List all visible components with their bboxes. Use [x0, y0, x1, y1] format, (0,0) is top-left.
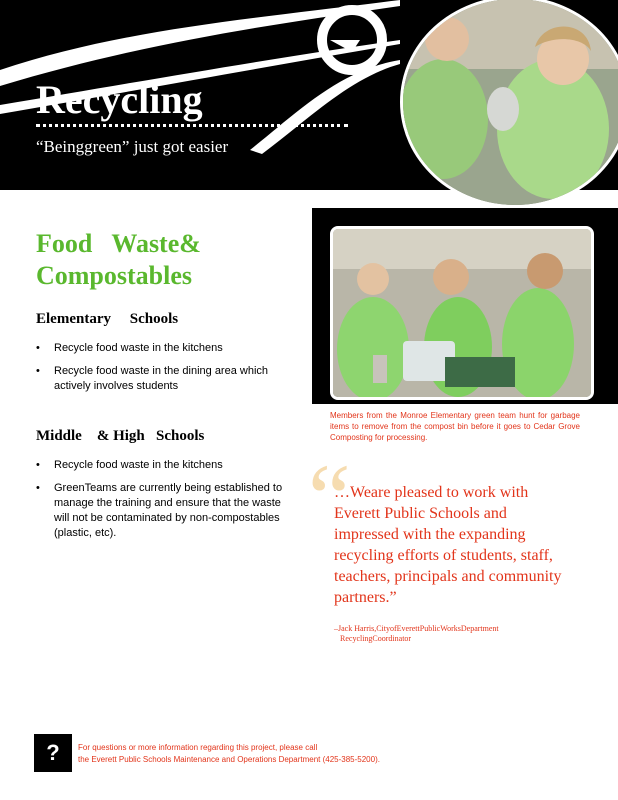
list-item: • Recycle food waste in the kitchens — [36, 341, 298, 356]
title-underline — [36, 124, 348, 133]
elementary-heading: Elementary Schools — [36, 311, 179, 327]
list-item: • Recycle food waste in the kitchens — [36, 458, 298, 473]
section-heading-line2: Compostables — [36, 261, 193, 290]
page-title: Recycling — [36, 77, 203, 122]
footer-contact-text — [78, 742, 458, 766]
footer-line1: For questions or more information regarding this project, please call — [78, 743, 318, 752]
elementary-bullet-list — [36, 341, 298, 402]
pull-quote: …Weare pleased to work with Everett Public Schools and impressed with the expanding recycling efforts of students, staff, teachers, principals and community partners.” — [334, 484, 562, 606]
middle-high-bullet-list — [36, 458, 298, 549]
photo-caption: Members from the Monroe Elementary green team hunt for garbage items to remove from the compost bin before it goes to Cedar Grove Composting for processing. — [330, 411, 580, 442]
quote-attribution-name: –Jack Harris,CityofEverettPublicWorksDepartment — [334, 624, 499, 633]
quote-mark-icon: “ — [308, 444, 351, 551]
quote-attribution — [334, 624, 564, 644]
middle-high-heading: Middle & High Schools — [36, 428, 205, 444]
green-team-photo — [330, 226, 594, 400]
page-subtitle: “Beinggreen” just got easier — [36, 137, 229, 156]
students-circle-photo — [400, 0, 618, 208]
question-mark-icon: ? — [34, 734, 72, 772]
section-heading-line1: Food Waste& — [36, 229, 201, 258]
quote-attribution-title: RecyclingCoordinator — [340, 634, 412, 643]
list-item: • GreenTeams are currently being established to manage the training and ensure that the waste will not be contaminated by non-compostables (plastic, etc). — [36, 481, 298, 541]
list-item: • Recycle food waste in the dining area which actively involves students — [36, 364, 298, 394]
section-heading — [36, 228, 276, 292]
footer-line2: the Everett Public Schools Maintenance and Operations Department (425-385-5200). — [78, 755, 380, 764]
